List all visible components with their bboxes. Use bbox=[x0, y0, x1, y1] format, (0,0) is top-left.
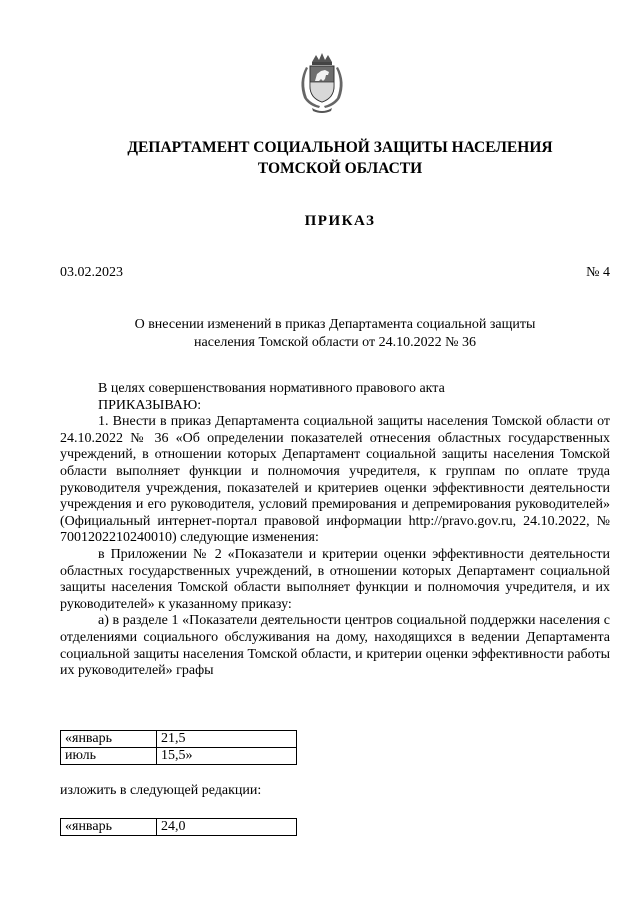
old-values-table bbox=[60, 730, 297, 765]
document-body bbox=[60, 381, 610, 680]
document-number: № 4 bbox=[586, 265, 610, 280]
coat-of-arms-icon bbox=[298, 52, 346, 114]
appendix-paragraph: в Приложении № 2 «Показатели и критерии оценки эффективности деятельности областных государственных учреждений, в отношении которых Департамент социальной защиты населения Томской области выполняет функции и полномочия учредителя, и их руководителей» к указанному приказу: bbox=[60, 546, 610, 612]
department-line-2: ТОМСКОЙ ОБЛАСТИ bbox=[257, 160, 423, 177]
department-name bbox=[60, 137, 620, 179]
table-cell-value: 24,0 bbox=[157, 819, 297, 836]
preamble: В целях совершенствования нормативного правового акта bbox=[98, 381, 445, 396]
sub-item-a: а) в разделе 1 «Показатели деятельности центров социальной поддержки населения с отделениями социального обслуживания на дому, находящихся в ведении Департамента социальной защиты населения Томской области, и критерии оценки эффективности работы их руководителей» графы bbox=[60, 613, 610, 679]
item-1: 1. Внести в приказ Департамента социальной защиты населения Томской области от 24.10.2022 № 36 «Об определении показателей отнесения областных государственных учреждений, в отношении которых Департамент социальной защиты населения Томской области выполняет функции и полномочия учредителя, к группам по оплате труда руководителя учреждения, показателей и критериев оценки эффективности деятельности учреждения и его руководителя, условий премирования и депремирования руководителей» (Официальный интернет-портал правовой информации http://pravo.gov.ru, 24.10.2022, № 7001202210240010) следующие изменения: bbox=[60, 414, 610, 546]
table-cell-month: «январь bbox=[61, 731, 157, 748]
document-date: 03.02.2023 bbox=[60, 265, 123, 280]
subject-line-2: населения Томской области от 24.10.2022 № 36 bbox=[194, 335, 476, 350]
subject-line-1: О внесении изменений в приказ Департамента социальной защиты bbox=[134, 317, 536, 332]
table-cell-value: 21,5 bbox=[157, 731, 297, 748]
document-type: ПРИКАЗ bbox=[304, 213, 376, 229]
table-row bbox=[61, 819, 297, 836]
restate-text: изложить в следующей редакции: bbox=[60, 783, 262, 798]
table-cell-month: «январь bbox=[61, 819, 157, 836]
department-line-1: ДЕПАРТАМЕНТ СОЦИАЛЬНОЙ ЗАЩИТЫ НАСЕЛЕНИЯ bbox=[127, 139, 553, 156]
order-word: ПРИКАЗЫВАЮ: bbox=[98, 397, 202, 413]
table-cell-month: июль bbox=[61, 748, 157, 765]
new-values-table bbox=[60, 818, 297, 836]
table-cell-value: 15,5» bbox=[157, 748, 297, 765]
table-row bbox=[61, 748, 297, 765]
table-row bbox=[61, 731, 297, 748]
document-subject bbox=[60, 316, 610, 352]
